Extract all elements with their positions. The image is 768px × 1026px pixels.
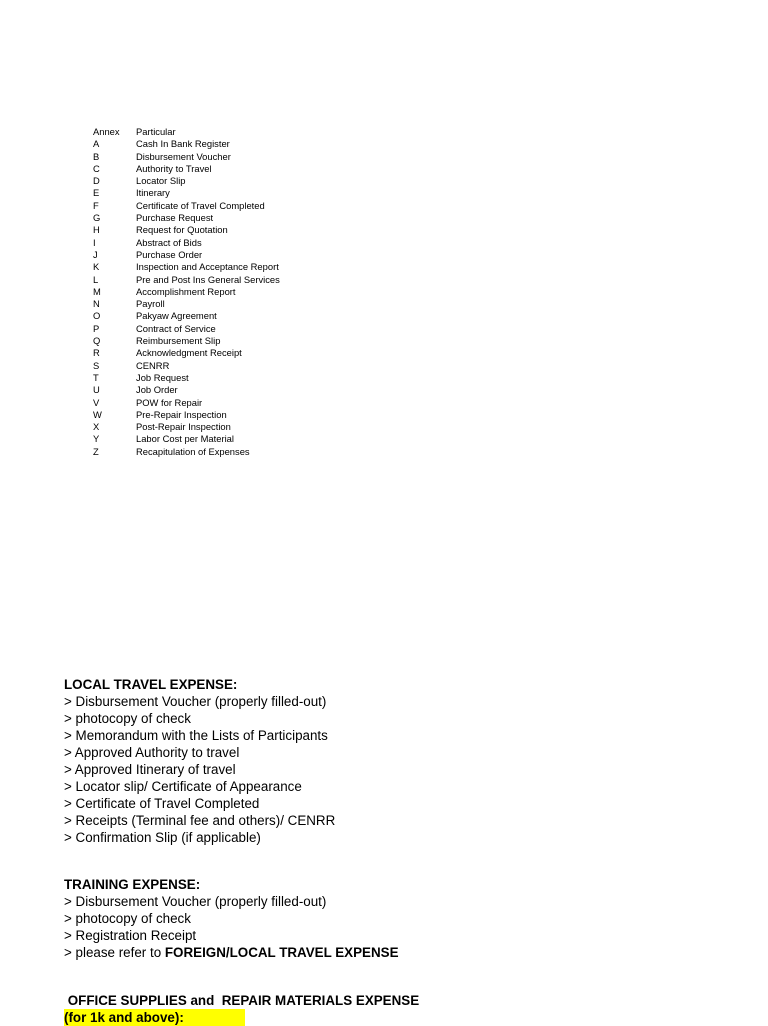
annex-particular: POW for Repair — [136, 396, 203, 408]
list-item: > Confirmation Slip (if applicable) — [64, 830, 261, 845]
training-refer-line — [64, 944, 399, 961]
annex-row — [93, 323, 280, 335]
list-item: > photocopy of check — [64, 711, 191, 726]
annex-particular: Payroll — [136, 298, 165, 310]
annex-row — [93, 200, 280, 212]
annex-row — [93, 347, 280, 359]
annex-particular: Pre-Repair Inspection — [136, 408, 227, 420]
annex-code: H — [93, 224, 100, 236]
annex-row — [93, 237, 280, 249]
annex-particular: Post-Repair Inspection — [136, 421, 231, 433]
annex-row — [93, 175, 280, 187]
annex-particular: Locator Slip — [136, 175, 186, 187]
office-supplies-section — [64, 992, 419, 1026]
list-item: > Approved Itinerary of travel — [64, 762, 236, 777]
annex-code: Q — [93, 335, 101, 347]
annex-code: I — [93, 236, 96, 248]
annex-particular: Acknowledgment Receipt — [136, 347, 242, 359]
annex-row — [93, 212, 280, 224]
annex-code: X — [93, 421, 100, 433]
annex-row — [93, 187, 280, 199]
annex-code: E — [93, 187, 100, 199]
annex-particular: Labor Cost per Material — [136, 433, 234, 445]
annex-particular: Disbursement Voucher — [136, 150, 231, 162]
annex-code: Y — [93, 433, 100, 445]
annex-particular: Request for Quotation — [136, 224, 228, 236]
annex-row — [93, 298, 280, 310]
annex-code: D — [93, 175, 100, 187]
annex-particular: Accomplishment Report — [136, 285, 236, 297]
list-item: > Disbursement Voucher (properly filled-out) — [64, 694, 327, 709]
annex-table — [93, 126, 280, 458]
training-section — [64, 876, 399, 961]
annex-row — [93, 224, 280, 236]
training-refer-prefix: > please refer to — [64, 945, 165, 960]
annex-code: C — [93, 162, 100, 174]
annex-code: L — [93, 273, 99, 285]
annex-code: T — [93, 371, 99, 383]
annex-row — [93, 384, 280, 396]
annex-particular: Itinerary — [136, 187, 170, 199]
annex-code: F — [93, 199, 99, 211]
training-list — [64, 893, 399, 944]
annex-particular: Purchase Order — [136, 248, 203, 260]
annex-row — [93, 409, 280, 421]
annex-particular: Contract of Service — [136, 322, 216, 334]
annex-row — [93, 433, 280, 445]
annex-code: W — [93, 408, 102, 420]
annex-code: N — [93, 298, 100, 310]
annex-particular: Job Order — [136, 384, 178, 396]
list-item: > Registration Receipt — [64, 928, 197, 943]
annex-code: G — [93, 212, 101, 224]
list-item: > Memorandum with the Lists of Participants — [64, 728, 328, 743]
annex-code: M — [93, 285, 101, 297]
annex-row — [93, 421, 280, 433]
annex-row — [93, 274, 280, 286]
annex-particular: Inspection and Acceptance Report — [136, 261, 279, 273]
annex-code: V — [93, 396, 100, 408]
annex-header-particular: Particular — [136, 126, 176, 137]
annex-particular: CENRR — [136, 359, 170, 371]
list-item: > photocopy of check — [64, 911, 191, 926]
local-travel-list — [64, 693, 335, 846]
annex-row — [93, 310, 280, 322]
annex-code: O — [93, 310, 101, 322]
annex-particular: Abstract of Bids — [136, 236, 202, 248]
annex-row — [93, 372, 280, 384]
annex-row — [93, 360, 280, 372]
training-title: TRAINING EXPENSE: — [64, 877, 201, 892]
annex-particular: Pakyaw Agreement — [136, 310, 217, 322]
list-item: > Disbursement Voucher (properly filled-out) — [64, 894, 327, 909]
annex-row — [93, 151, 280, 163]
local-travel-section — [64, 676, 335, 846]
annex-particular: Cash In Bank Register — [136, 138, 230, 150]
annex-code: R — [93, 347, 100, 359]
annex-header-row — [93, 126, 280, 138]
office-supplies-title: OFFICE SUPPLIES and REPAIR MATERIALS EXPENSE — [64, 993, 420, 1008]
annex-code: K — [93, 261, 100, 273]
annex-code: A — [93, 138, 100, 150]
annex-row — [93, 261, 280, 273]
annex-row — [93, 138, 280, 150]
annex-row — [93, 446, 280, 458]
annex-particular: Authority to Travel — [136, 162, 212, 174]
annex-code: P — [93, 322, 100, 334]
annex-code: B — [93, 150, 100, 162]
list-item: > Approved Authority to travel — [64, 745, 240, 760]
annex-row — [93, 286, 280, 298]
list-item: > Receipts (Terminal fee and others)/ CENRR — [64, 813, 336, 828]
annex-code: Z — [93, 445, 99, 457]
annex-particular: Reimbursement Slip — [136, 335, 221, 347]
annex-row — [93, 249, 280, 261]
annex-particular: Recapitulation of Expenses — [136, 445, 250, 457]
training-refer-bold: FOREIGN/LOCAL TRAVEL EXPENSE — [164, 945, 399, 960]
annex-particular: Pre and Post Ins General Services — [136, 273, 280, 285]
list-item: > Certificate of Travel Completed — [64, 796, 260, 811]
annex-rows — [93, 138, 280, 458]
annex-code: J — [93, 248, 98, 260]
annex-row — [93, 163, 280, 175]
local-travel-title: LOCAL TRAVEL EXPENSE: — [64, 677, 238, 692]
annex-particular: Purchase Request — [136, 212, 214, 224]
annex-row — [93, 335, 280, 347]
annex-code: S — [93, 359, 100, 371]
annex-code: U — [93, 384, 100, 396]
annex-particular: Certificate of Travel Completed — [136, 199, 265, 211]
list-item: > Locator slip/ Certificate of Appearance — [64, 779, 302, 794]
annex-row — [93, 397, 280, 409]
annex-header-code: Annex — [93, 126, 120, 137]
annex-particular: Job Request — [136, 371, 189, 383]
office-supplies-subtitle: (for 1k and above): — [64, 1009, 245, 1026]
